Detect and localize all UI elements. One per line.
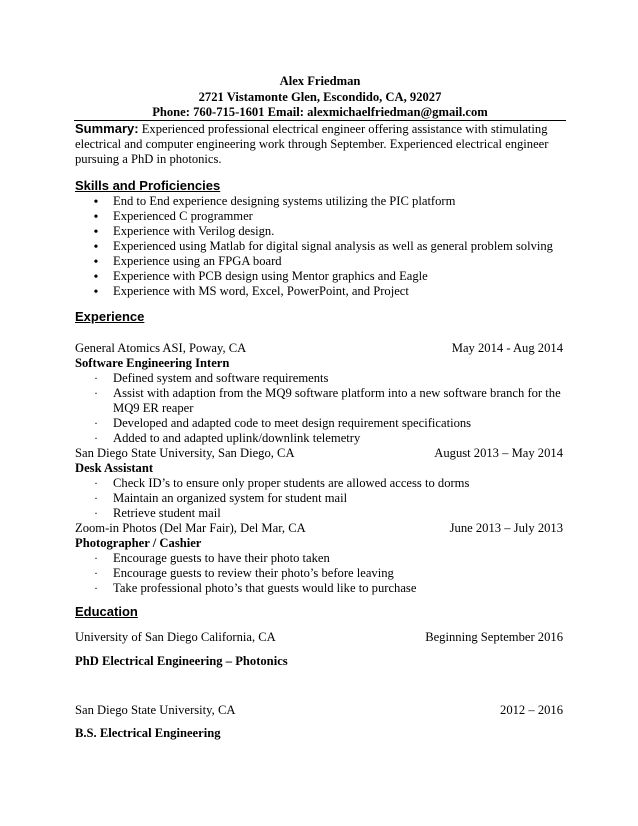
education-dates: Beginning September 2016 (425, 630, 563, 644)
job-org: General Atomics ASI, Poway, CA (75, 341, 247, 355)
experience-heading: Experience (75, 309, 145, 324)
job-dates: June 2013 – July 2013 (449, 521, 563, 535)
education-degree: B.S. Electrical Engineering (75, 726, 221, 740)
education-dates: 2012 – 2016 (500, 703, 563, 717)
skill-item: Experience using an FPGA board (113, 254, 282, 268)
candidate-address: 2721 Vistamonte Glen, Escondido, CA, 92027 (198, 90, 442, 104)
job-dates: May 2014 - Aug 2014 (451, 341, 563, 355)
education-school: San Diego State University, CA (75, 703, 236, 717)
summary-text-1: Experienced professional electrical engineer offering assistance with stimulating (141, 122, 548, 136)
bullet-icon: · (94, 581, 98, 595)
education-header (75, 703, 563, 718)
job-org: San Diego State University, San Diego, CA (75, 446, 295, 460)
candidate-contact: Phone: 760-715-1601 Email: alexmichaelfriedman@gmail.com (152, 105, 488, 119)
job-bullet: Retrieve student mail (113, 506, 221, 520)
skill-item: End to End experience designing systems utilizing the PIC platform (113, 194, 456, 208)
job-bullet: Encourage guests to have their photo taken (113, 551, 330, 565)
job-org: Zoom-in Photos (Del Mar Fair), Del Mar, CA (75, 521, 306, 535)
job-bullet: Developed and adapted code to meet design requirement specifications (113, 416, 472, 430)
skills-heading: Skills and Proficiencies (75, 178, 221, 193)
job-title: Photographer / Cashier (75, 536, 202, 550)
job-bullet: Assist with adaption from the MQ9 software platform into a new software branch for the (113, 386, 561, 400)
bullet-icon: • (93, 285, 99, 300)
bullet-icon: · (94, 431, 98, 445)
job-bullet: Check ID’s to ensure only proper students are allowed access to dorms (113, 476, 470, 490)
job-bullet: Take professional photo’s that guests would like to purchase (113, 581, 417, 595)
job-bullet: Defined system and software requirements (113, 371, 329, 385)
job-header (75, 341, 563, 356)
bullet-icon: • (93, 240, 99, 255)
candidate-name: Alex Friedman (279, 74, 361, 88)
summary-text-2: electrical and computer engineering work through September. Experienced electrical engineer (75, 137, 549, 151)
bullet-icon: • (93, 270, 99, 285)
skill-item: Experience with MS word, Excel, PowerPoint, and Project (113, 284, 409, 298)
bullet-icon: • (93, 255, 99, 270)
job-title: Software Engineering Intern (75, 356, 230, 370)
bullet-icon: · (94, 566, 98, 580)
bullet-icon: • (93, 195, 99, 210)
skill-item: Experience with Verilog design. (113, 224, 275, 238)
job-bullet: Maintain an organized system for student mail (113, 491, 348, 505)
bullet-icon: · (94, 371, 98, 385)
summary-text-3: pursuing a PhD in photonics. (75, 152, 222, 166)
bullet-icon: · (94, 416, 98, 430)
job-bullet: Encourage guests to review their photo’s before leaving (113, 566, 394, 580)
education-school: University of San Diego California, CA (75, 630, 276, 644)
bullet-icon: · (94, 491, 98, 505)
job-dates: August 2013 – May 2014 (434, 446, 563, 460)
skill-item: Experienced using Matlab for digital signal analysis as well as general problem solving (113, 239, 553, 253)
job-header (75, 446, 563, 461)
skill-item: Experience with PCB design using Mentor graphics and Eagle (113, 269, 428, 283)
education-header (75, 630, 563, 645)
education-degree: PhD Electrical Engineering – Photonics (75, 654, 288, 668)
job-title: Desk Assistant (75, 461, 154, 475)
bullet-icon: • (93, 210, 99, 225)
job-bullet: Added to and adapted uplink/downlink telemetry (113, 431, 361, 445)
bullet-icon: · (94, 386, 98, 400)
bullet-icon: • (93, 225, 99, 240)
skill-item: Experienced C programmer (113, 209, 253, 223)
summary-label: Summary: (75, 121, 139, 136)
job-bullet-continuation: MQ9 ER reaper (113, 401, 194, 415)
education-heading: Education (75, 604, 138, 619)
job-header (75, 521, 563, 536)
bullet-icon: · (94, 506, 98, 520)
bullet-icon: · (94, 551, 98, 565)
bullet-icon: · (94, 476, 98, 490)
summary-line-1 (75, 121, 548, 137)
